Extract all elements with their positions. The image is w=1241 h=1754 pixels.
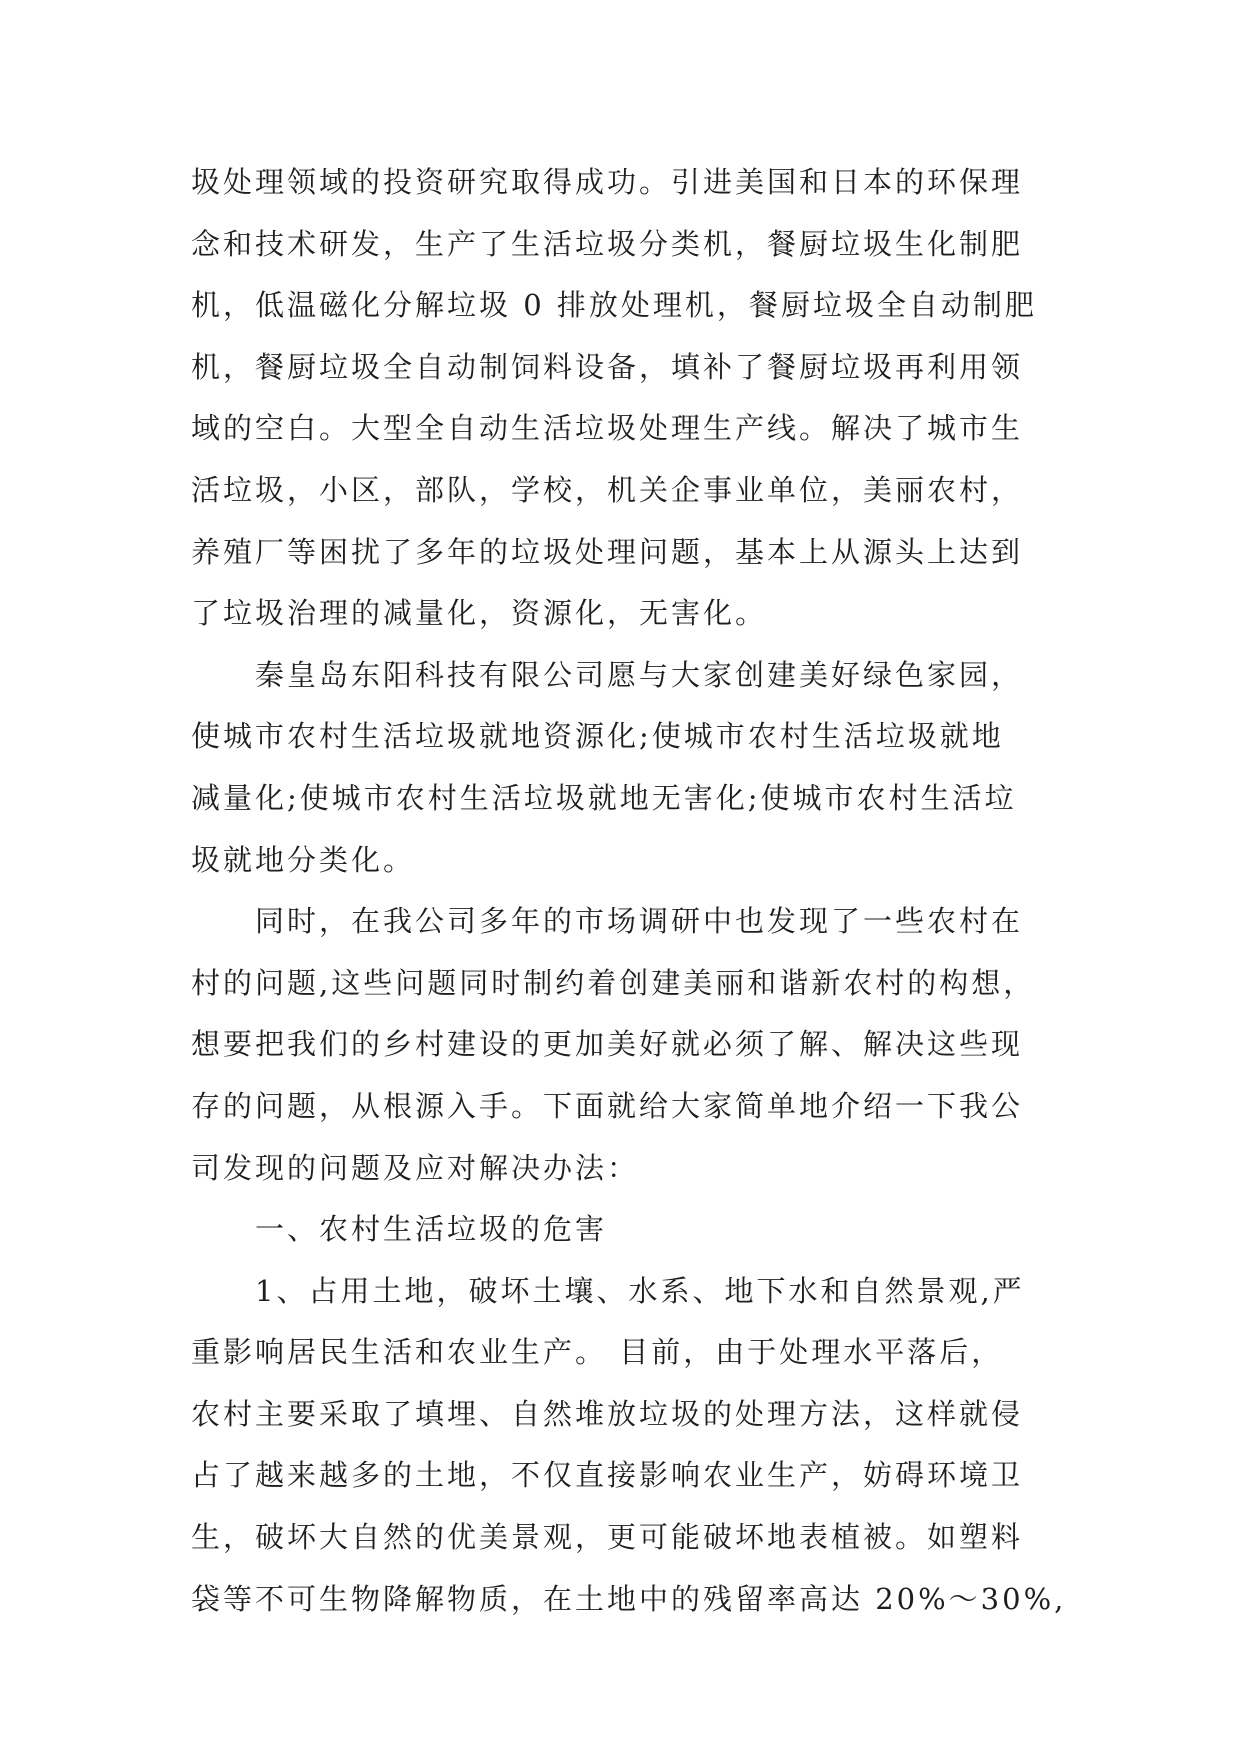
text-line: 袋等不可生物降解物质，在土地中的残留率高达 20%～30%, xyxy=(191,1581,1067,1616)
text-line: 重影响居民生活和农业生产。 目前，由于处理水平落后， xyxy=(191,1335,1004,1370)
text-line: 减量化;使城市农村生活垃圾就地无害化;使城市农村生活垃 xyxy=(191,780,1017,815)
text-line: 存的问题，从根源入手。下面就给大家简单地介绍一下我公 xyxy=(191,1088,1024,1123)
text-line: 使城市农村生活垃圾就地资源化;使城市农村生活垃圾就地 xyxy=(191,719,1004,754)
text-line: 圾处理领域的投资研究取得成功。引进美国和日本的环保理 xyxy=(191,165,1024,199)
text-line: 机，低温磁化分解垃圾 0 排放处理机，餐厨垃圾全自动制肥 xyxy=(191,288,1037,323)
paragraph-start-line: 1、占用土地，破坏土壤、水系、地下水和自然景观,严 xyxy=(255,1273,1025,1308)
text-line: 念和技术研发，生产了生活垃圾分类机，餐厨垃圾生化制肥 xyxy=(191,226,1024,261)
body-text xyxy=(191,163,1071,1641)
text-line: 机，餐厨垃圾全自动制饲料设备，填补了餐厨垃圾再利用领 xyxy=(191,349,1024,384)
text-line: 占了越来越多的土地，不仅直接影响农业生产，妨碍环境卫 xyxy=(191,1458,1024,1493)
text-line: 养殖厂等困扰了多年的垃圾处理问题，基本上从源头上达到 xyxy=(191,534,1024,569)
text-line: 农村主要采取了填埋、自然堆放垃圾的处理方法，这样就侵 xyxy=(191,1396,1024,1431)
section-heading: 一、农村生活垃圾的危害 xyxy=(255,1212,608,1247)
text-line: 圾就地分类化。 xyxy=(191,842,416,877)
text-line: 域的空白。大型全自动生活垃圾处理生产线。解决了城市生 xyxy=(191,411,1024,446)
paragraph-start-line: 同时，在我公司多年的市场调研中也发现了一些农村在 xyxy=(255,904,1024,939)
text-line: 想要把我们的乡村建设的更加美好就必须了解、解决这些现 xyxy=(191,1027,1024,1062)
text-line: 活垃圾，小区，部队，学校，机关企事业单位，美丽农村， xyxy=(191,472,1024,507)
text-line: 生，破坏大自然的优美景观，更可能破坏地表植被。如塑料 xyxy=(191,1520,1024,1555)
paragraph-start-line: 秦皇岛东阳科技有限公司愿与大家创建美好绿色家园， xyxy=(255,657,1024,692)
text-line: 村的问题,这些问题同时制约着创建美丽和谐新农村的构想， xyxy=(191,965,1036,1000)
text-line: 司发现的问题及应对解决办法： xyxy=(191,1150,640,1185)
text-line: 了垃圾治理的减量化，资源化，无害化。 xyxy=(191,596,768,631)
